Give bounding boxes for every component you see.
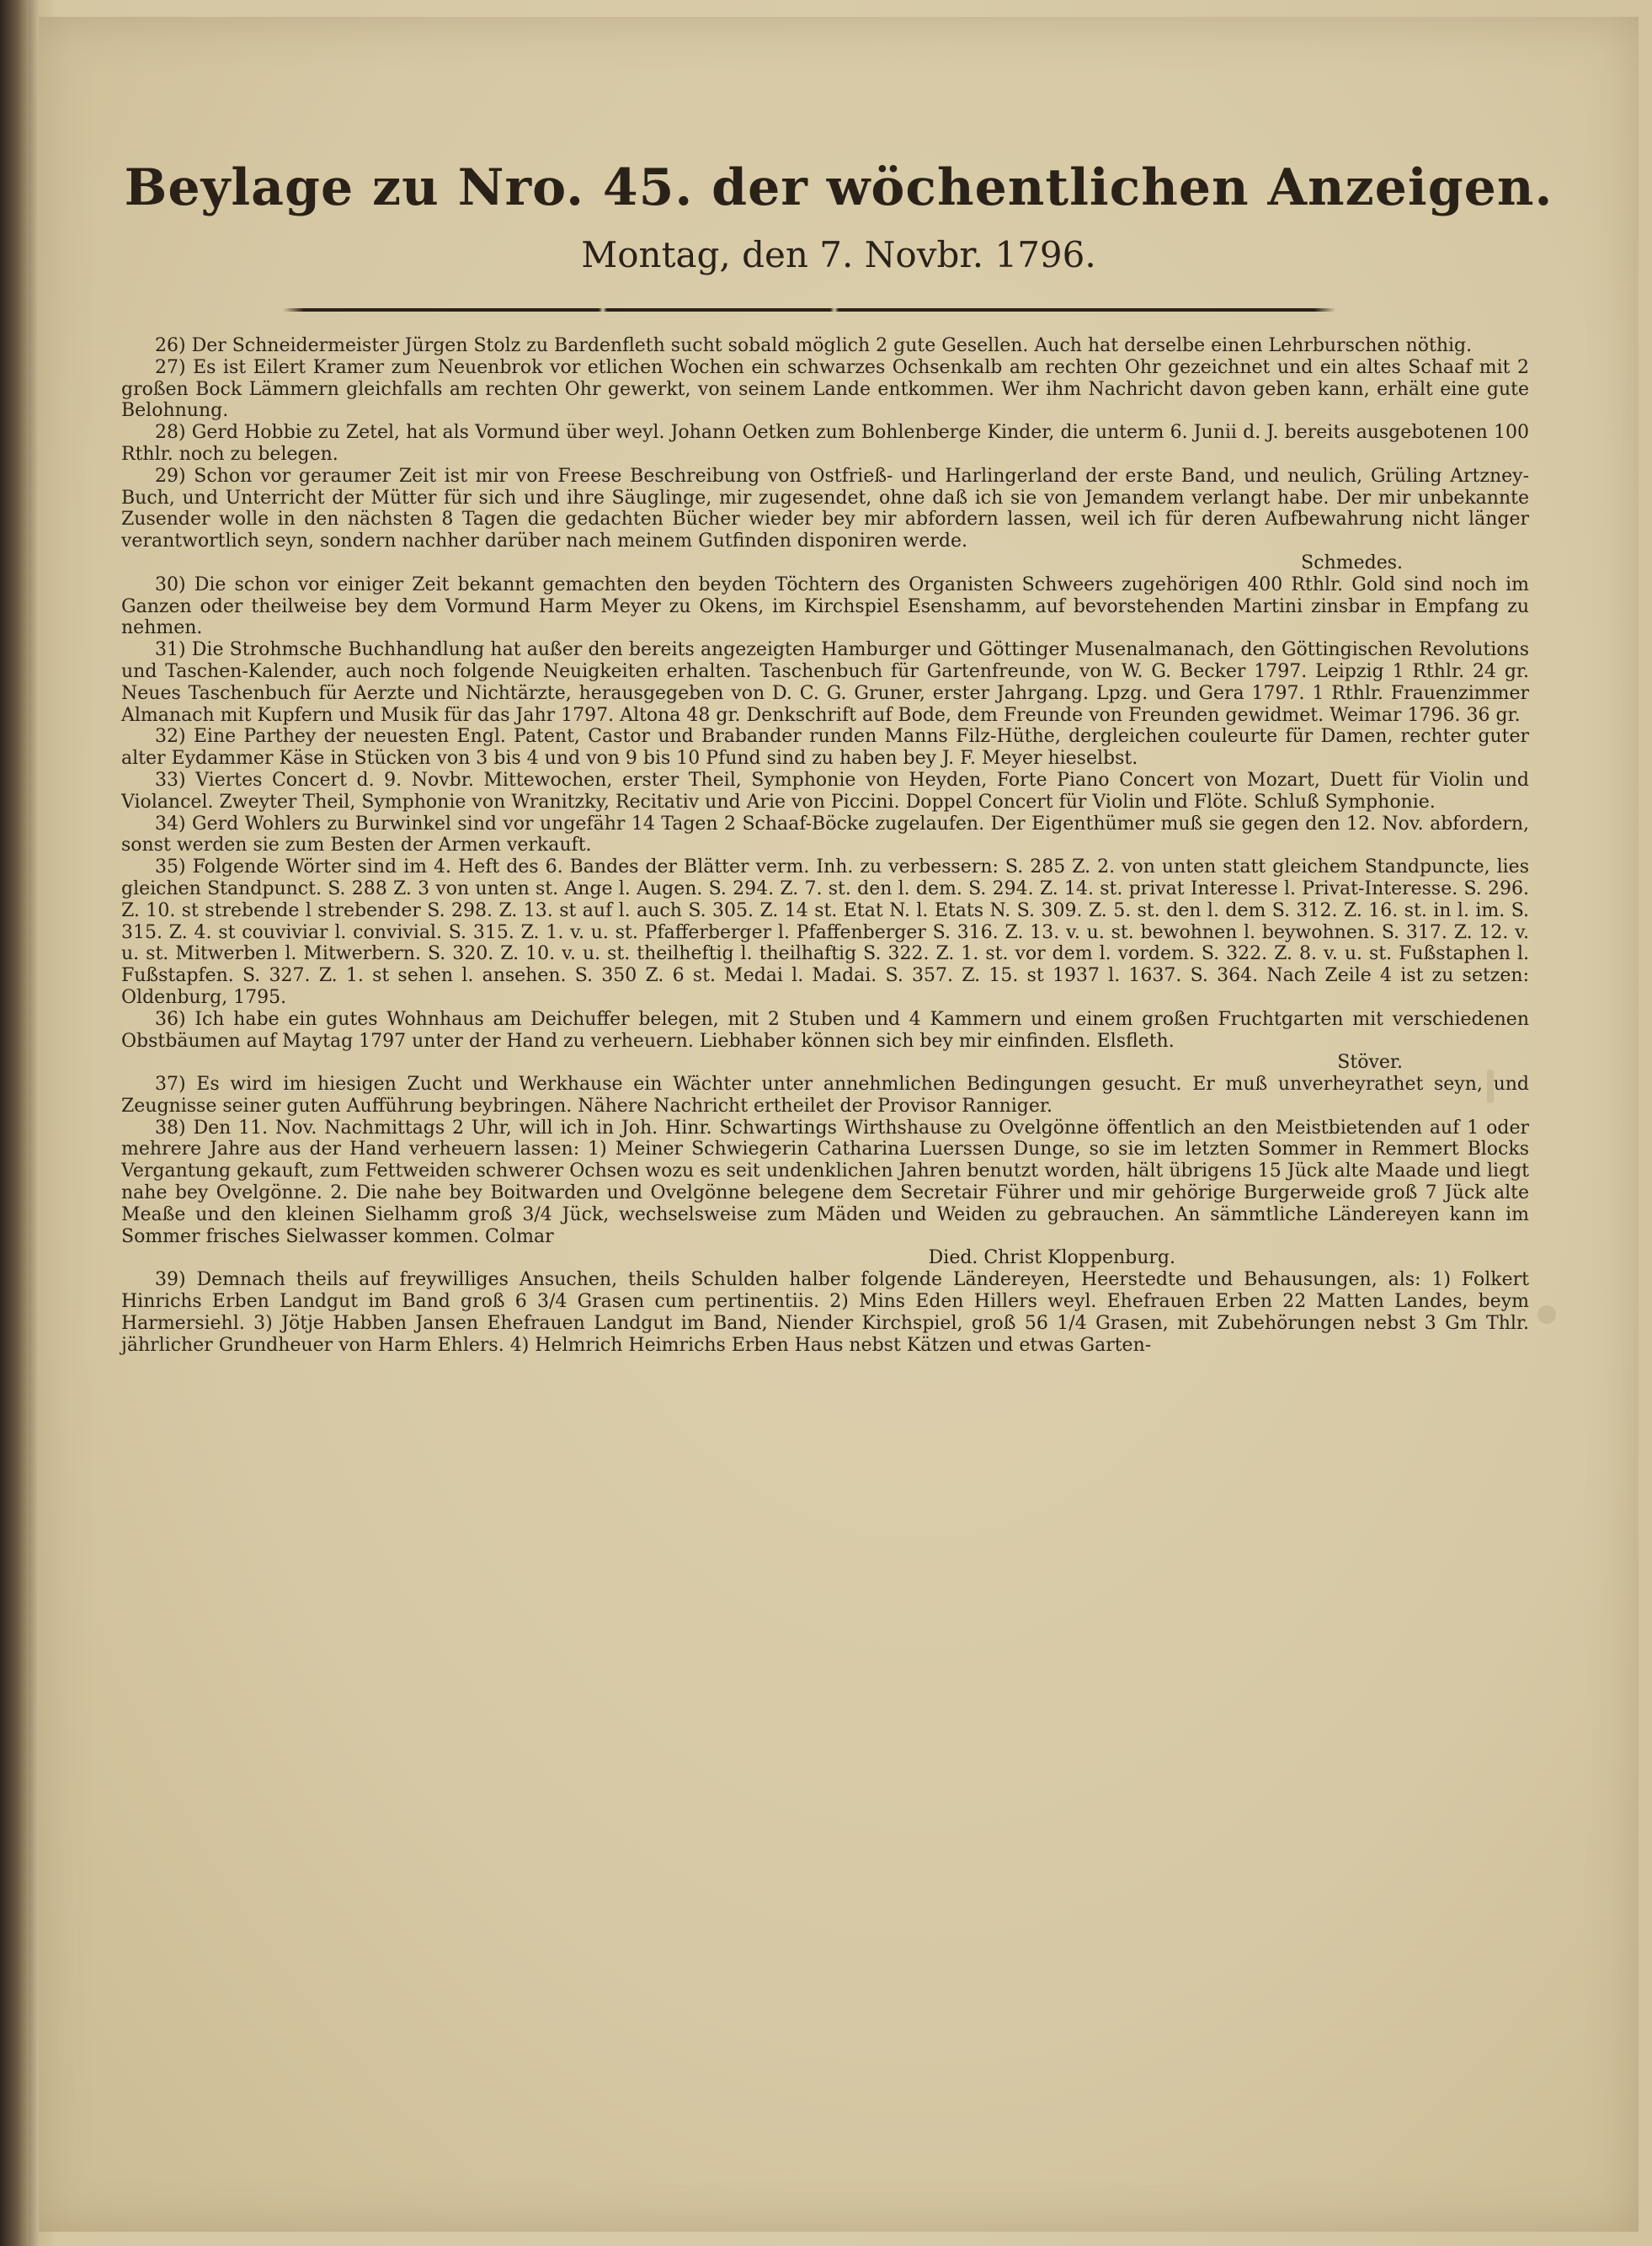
entry-39: 39) Demnach theils auf freywilliges Ansuchen, theils Schulden halber folgende Ländereyen, Heerstedte und Behausungen, als: 1) Folkert Hinrichs Erben Landgut im Band groß 6 3/4 Grasen cum pertinentiis. 2) Mins Eden Hillers weyl. Ehefrauen Erben 22 Matten Landes, beym Harmersiehl. 3) Jötje Habben Jansen Ehefrauen Landgut im Band, Niender Kirchspiel, groß 56 1/4 Grasen, mit Zubehörungen nebst 3 Gm Thlr. jährlicher Grundheuer von Harm Ehlers. 4) Helmrich Heimrichs Erben Haus nebst Kätzen und etwas Garten- [121,1269,1529,1356]
advertisement-column [121,335,1529,1356]
entry-35: 35) Folgende Wörter sind im 4. Heft des 6. Bandes der Blätter verm. Inh. zu verbessern: S. 285 Z. 2. von unten statt gleichem Standpuncte, lies gleichen Standpunct. S. 288 Z. 3 von unten st. Ange l. Augen. S. 294. Z. 7. st. den l. dem. S. 294. Z. 14. st. privat Interesse l. Privat-Interesse. S. 296. Z. 10. st strebende l strebender S. 298. Z. 13. st auf l. auch S. 305. Z. 14 st. Etat N. l. Etats N. S. 309. Z. 5. st. den l. dem S. 312. Z. 16. st. in l. im. S. 315. Z. 4. st couviviar l. convivial. S. 315. Z. 1. v. u. st. Pfafferberger l. Pfaffenberger S. 316. Z. 13. v. u. st. bewohnen l. beywohnen. S. 317. Z. 12. v. u. st. Mitwerben l. Mitwerbern. S. 320. Z. 10. v. u. st. theilheftig l. theilhaftig S. 322. Z. 1. st. vor dem l. vordem. S. 322. Z. 8. v. u. st. Fußstaphen l. Fußstapfen. S. 327. Z. 1. st sehen l. ansehen. S. 350 Z. 6 st. Medai l. Madai. S. 357. Z. 15. st 1937 l. 1637. S. 364. Nach Zeile 4 ist zu setzen: Oldenburg, 1795. [121,856,1529,1008]
ink-blot [1537,1305,1556,1324]
entry-38: 38) Den 11. Nov. Nachmittags 2 Uhr, will ich in Joh. Hinr. Schwartings Wirthshause zu Ovelgönne öffentlich an den Meistbietenden auf 1 oder mehrere Jahre aus der Hand verheuern lassen: 1) Meiner Schwiegerin Catharina Luerssen Dunge, so sie im letzten Sommer in Remmert Blocks Vergantung gekauft, zum Fettweiden schwerer Ochsen wozu es seit undenklichen Jahren benutzt worden, hält übrigens 15 Jück alte Maade und liegt nahe bey Ovelgönne. 2. Die nahe bey Boitwarden und Ovelgönne belegene dem Secretair Führer und mir gehörige Burgerweide groß 7 Jück alte Meaße und den kleinen Sielhamm groß 3/4 Jück, wechselsweise zum Mäden und Weiden zu gebrauchen. An sämmtliche Ländereyen kann im Sommer frisches Sielwasser kommen. Colmar [121,1117,1529,1247]
entry-30: 30) Die schon vor einiger Zeit bekannt gemachten den beyden Töchtern des Organisten Schweers zugehörigen 400 Rthlr. Gold sind noch im Ganzen oder theilweise bey dem Vormund Harm Meyer zu Okens, im Kirchspiel Esenshamm, auf bevorstehenden Martini zinsbar in Empfang zu nehmen. [121,574,1529,639]
entry-31: 31) Die Strohmsche Buchhandlung hat außer den bereits angezeigten Hamburger und Göttinger Musenalmanach, den Göttingischen Revolutions und Taschen-Kalender, auch noch folgende Neuigkeiten erhalten. Taschenbuch für Gartenfreunde, von W. G. Becker 1797. Leipzig 1 Rthlr. 24 gr. Neues Taschenbuch für Aerzte und Nichtärzte, herausgegeben von D. C. G. Gruner, erster Jahrgang. Lpzg. und Gera 1797. 1 Rthlr. Frauenzimmer Almanach mit Kupfern und Musik für das Jahr 1797. Altona 48 gr. Denkschrift auf Bode, dem Freunde von Freunden gewidmet. Weimar 1796. 36 gr. [121,639,1529,726]
entry-29: 29) Schon vor geraumer Zeit ist mir von Freese Beschreibung von Ostfrieß- und Harlingerland der erste Band, und neulich, Grüling Artzney-Buch, und Unterricht der Mütter für sich und ihre Säuglinge, mir zugesendet, ohne daß ich sie von Jemandem verlangt habe. Der mir unbekannte Zusender wolle in den nächsten 8 Tagen die gedachten Bücher wieder bey mir abfordern lassen, weil ich für deren Aufbewahrung nicht länger verantwortlich seyn, sondern nachher darüber nach meinem Gutfinden disponiren werde. [121,465,1529,552]
page-title: Beylage zu Nro. 45. der wöchentlichen Anzeigen. [124,158,1553,217]
entry-27: 27) Es ist Eilert Kramer zum Neuenbrok vor etlichen Wochen ein schwarzes Ochsenkalb am rechten Ohr gezeichnet und ein altes Schaaf mit 2 großen Bock Lämmern gleichfalls am rechten Ohr gewerkt, von seinem Lande entkommen. Wer ihm Nachricht davon geben kann, erhält eine gute Belohnung. [121,356,1529,422]
entry-37: 37) Es wird im hiesigen Zucht und Werkhause ein Wächter unter annehmlichen Bedingungen gesucht. Er muß unverheyrathet seyn, und Zeugnisse seiner guten Aufführung beybringen. Nähere Nachricht ertheilet der Provisor Ranniger. [121,1074,1529,1117]
header-rule [283,308,1335,312]
entry-28: 28) Gerd Hobbie zu Zetel, hat als Vormund über weyl. Johann Oetken zum Bohlenberge Kinder, die unterm 6. Junii d. J. bereits ausgebotenen 100 Rthlr. noch zu belegen. [121,422,1529,465]
signature-kloppenburg: Died. Christ Kloppenburg. [928,1247,1175,1269]
newspaper-page [39,17,1639,2232]
entry-34: 34) Gerd Wohlers zu Burwinkel sind vor ungefähr 14 Tagen 2 Schaaf-Böcke zugelaufen. Der Eigenthümer muß sie gegen den 12. Nov. abfordern, sonst werden sie zum Besten der Armen verkauft. [121,813,1529,856]
binding-edge [0,0,29,2246]
entry-32: 32) Eine Parthey der neuesten Engl. Patent, Castor und Brabander runden Manns Filz-Hüthe, dergleichen couleurte für Damen, rechter guter alter Eydammer Käse in Stücken von 3 bis 4 und von 9 bis 10 Pfund sind zu haben bey J. F. Meyer hieselbst. [121,726,1529,770]
entry-26: 26) Der Schneidermeister Jürgen Stolz zu Bardenfleth sucht sobald möglich 2 gute Gesellen. Auch hat derselbe einen Lehrburschen nöthig. [155,335,1473,356]
entry-36: 36) Ich habe ein gutes Wohnhaus am Deichuffer belegen, mit 2 Stuben und 4 Kammern und einem großen Fruchtgarten mit verschiedenen Obstbäumen auf Maytag 1797 unter der Hand zu verheuern. Liebhaber können sich bey mir einfinden. Elsfleth. [121,1008,1529,1052]
entry-33: 33) Viertes Concert d. 9. Novbr. Mittewochen, erster Theil, Symphonie von Heyden, Forte Piano Concert von Mozart, Duett für Violin und Violancel. Zweyter Theil, Symphonie von Wranitzky, Recitativ und Arie von Piccini. Doppel Concert für Violin und Flöte. Schluß Symphonie. [121,769,1529,813]
page-date: Montag, den 7. Novbr. 1796. [581,234,1096,275]
signature-schmedes: Schmedes. [1301,552,1403,574]
signature-stoever: Stöver. [1337,1052,1403,1074]
